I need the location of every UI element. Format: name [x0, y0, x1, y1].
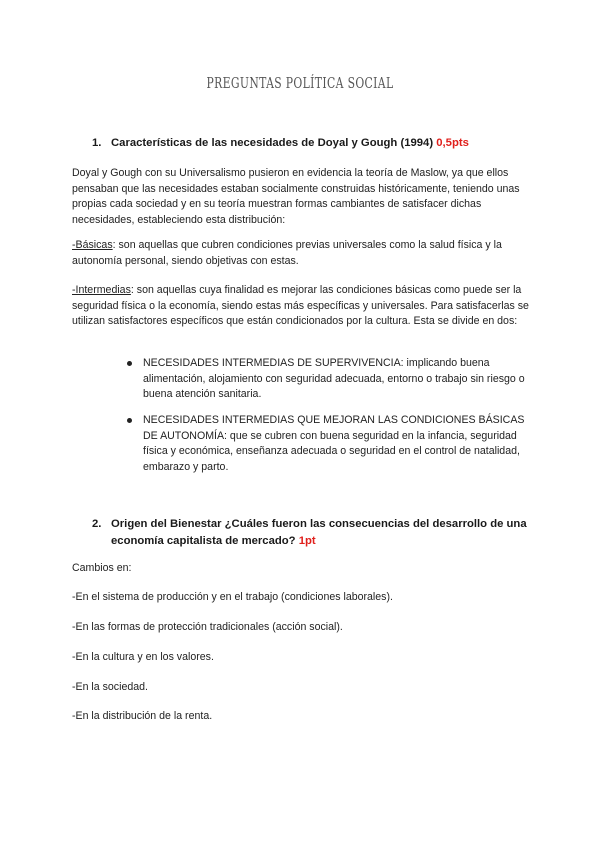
basicas-label: -Básicas — [72, 239, 113, 251]
bullet-text: NECESIDADES INTERMEDIAS QUE MEJORAN LAS CONDICIONES BÁSICAS DE AUTONOMÍA: que se cubren con buena seguridad en la infancia, seguridad física y económica, enseñanza adecuada o seguridad en el control de natalidad, embarazo y parto. — [143, 414, 525, 473]
intermedias-bullet-list-2 — [125, 413, 535, 475]
question-2-points: 1pt — [298, 535, 316, 547]
intermedias-bullet-list — [125, 356, 535, 403]
bullet-item — [125, 413, 535, 475]
document-title: PREGUNTAS POLÍTICA SOCIAL — [206, 74, 394, 92]
basicas-paragraph — [72, 238, 532, 269]
question-2-heading — [92, 516, 532, 550]
question-2-text-wrap — [92, 516, 532, 550]
basicas-text: : son aquellas que cubren condiciones previas universales como la salud física y la autonomía personal, siendo objetivas con estas. — [72, 239, 502, 267]
question-1-number: 1. — [92, 137, 102, 149]
change-item: -En el sistema de producción y en el trabajo (condiciones laborales). — [72, 591, 393, 603]
question-1-text-wrap — [92, 135, 532, 152]
change-item: -En las formas de protección tradicionales (acción social). — [72, 621, 343, 633]
bullet-text: NECESIDADES INTERMEDIAS DE SUPERVIVENCIA: implicando buena alimentación, alojamiento con seguridad adecuada, entorno o trabajo sin riesgo o buena atención sanitaria. — [143, 357, 525, 401]
question-2-number: 2. — [92, 518, 102, 530]
intermedias-label: -Intermedias — [72, 284, 131, 296]
bullet-dot-icon — [127, 418, 132, 423]
basicas-wrap — [72, 238, 532, 269]
question-1-heading — [92, 135, 532, 152]
change-item: -En la distribución de la renta. — [72, 710, 213, 722]
question-2-text: Origen del Bienestar ¿Cuáles fueron las consecuencias del desarrollo de una economía capitalista de mercado? — [111, 518, 527, 547]
question-1-intro: Doyal y Gough con su Universalismo pusieron en evidencia la teoría de Maslow, ya que ellos pensaban que las necesidades estaban socialmente construidas históricamente, teniendo unas propias cada sociedad y en su teoría muestran formas cambiantes de satisfacer dichas necesidades, estableciendo esta distribución: — [72, 167, 520, 226]
intermedias-text: : son aquellas cuya finalidad es mejorar las condiciones básicas como puede ser la seguridad física o la economía, siendo estas más específicas y universales. Para satisfacerlas se utilizan satisfactores específicos que están condicionados por la cultura. Esta se divide en dos: — [72, 284, 529, 328]
change-item: -En la sociedad. — [72, 681, 148, 693]
question-1-text: Características de las necesidades de Doyal y Gough (1994) — [111, 137, 434, 149]
bullet-item — [125, 356, 535, 403]
intermedias-wrap — [72, 283, 532, 330]
question-1-points: 0,5pts — [436, 137, 469, 149]
question-2-intro: Cambios en: — [72, 562, 132, 574]
change-item: -En la cultura y en los valores. — [72, 651, 214, 663]
bullet-dot-icon — [127, 361, 132, 366]
intermedias-paragraph — [72, 283, 532, 330]
question-1-intro-paragraph — [72, 166, 532, 228]
